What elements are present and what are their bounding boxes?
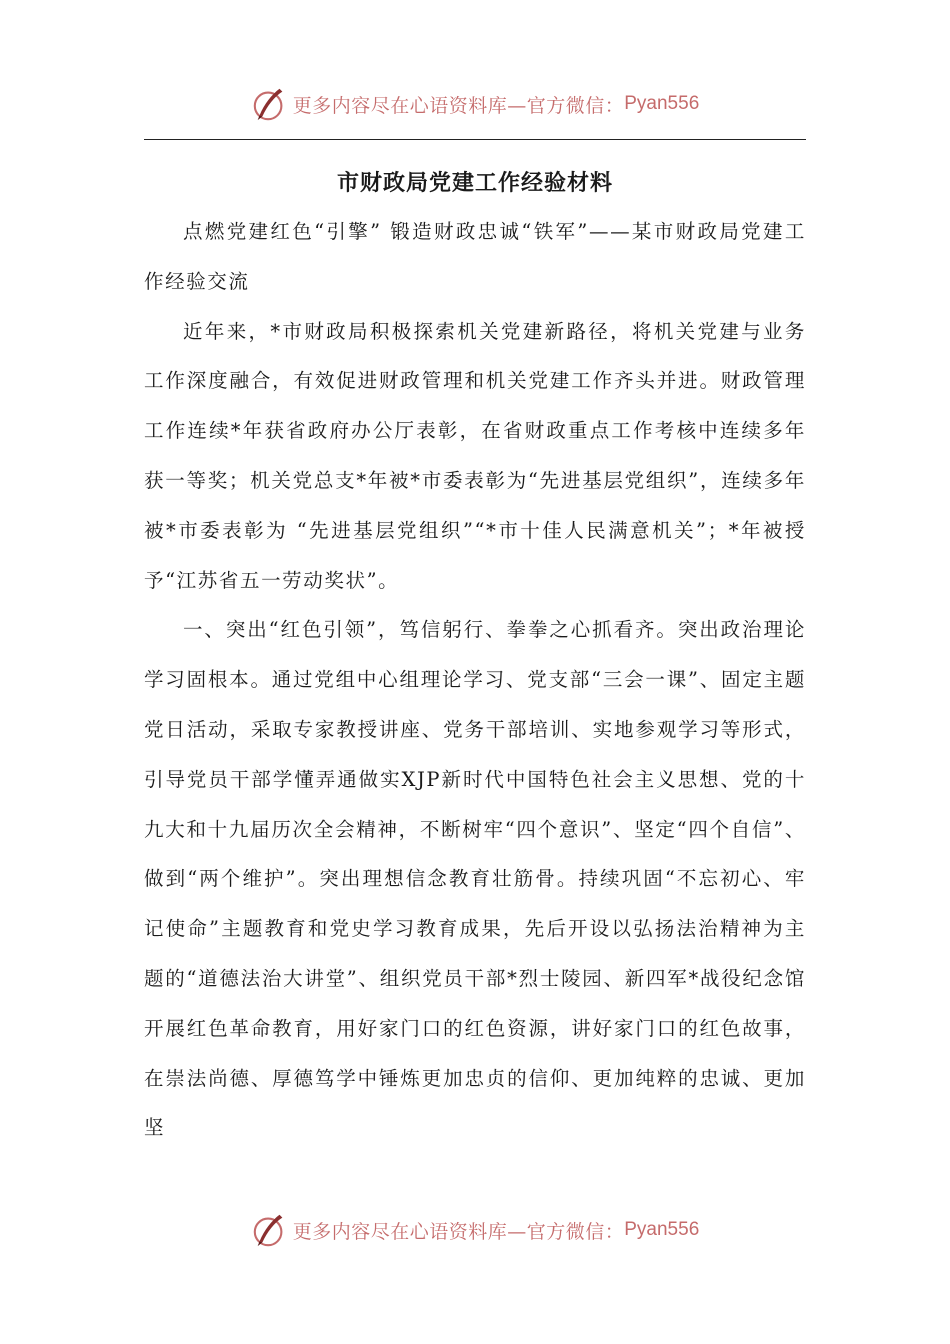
watermark-text: 更多内容尽在心语资料库—官方微信： — [292, 1220, 625, 1243]
watermark-wechat-id: Pyan556 — [624, 93, 700, 114]
watermark-banner-bottom — [0, 1208, 950, 1252]
subtitle-paragraph: 点燃党建红色“引擎” 锻造财政忠诚“铁军”——某市财政局党建工作经验交流 — [144, 220, 806, 293]
quill-pen-logo-icon — [251, 1211, 289, 1249]
quill-pen-logo-icon — [251, 85, 289, 123]
body-paragraph: 一、突出“红色引领”，笃信躬行、拳拳之心抓看齐。突出政治理论学习固根本。通过党组中心组理论学习、党支部“三会一课”、固定主题党日活动，采取专家教授讲座、党务干部培训、实地参观学习等形式，引导党员干部学懂弄通做实XJP新时代中国特色社会主义思想、党的十九大和十九届历次全会精神，不断树牢“四个意识”、坚定“四个自信”、做到“两个维护”。突出理想信念教育壮筋骨。持续巩固“不忘初心、牢记使命”主题教育和党史学习教育成果，先后开设以弘扬法治精神为主题的“道德法治大讲堂”、组织党员干部*烈士陵园、新四军*战役纪念馆开展红色革命教育，用好家门口的红色资源，讲好家门口的红色故事，在崇法尚德、厚德笃学中锤炼更加忠贞的信仰、更加纯粹的忠诚、更加坚 — [144, 618, 806, 1140]
header-rule — [144, 139, 806, 140]
document-body — [144, 207, 806, 1153]
document-title: 市财政局党建工作经验材料 — [336, 170, 613, 196]
watermark-banner-top — [0, 82, 950, 126]
watermark-text: 更多内容尽在心语资料库—官方微信： — [292, 94, 625, 117]
body-paragraph: 近年来，*市财政局积极探索机关党建新路径，将机关党建与业务工作深度融合，有效促进财政管理和机关党建工作齐头并进。财政管理工作连续*年获省政府办公厅表彰，在省财政重点工作考核中连续多年获一等奖；机关党总支*年被*市委表彰为“先进基层党组织”，连续多年被*市委表彰为 “先进基层党组织”“*市十佳人民满意机关”；*年被授予“江苏省五一劳动奖状”。 — [144, 319, 806, 592]
watermark-wechat-id: Pyan556 — [624, 1219, 700, 1240]
